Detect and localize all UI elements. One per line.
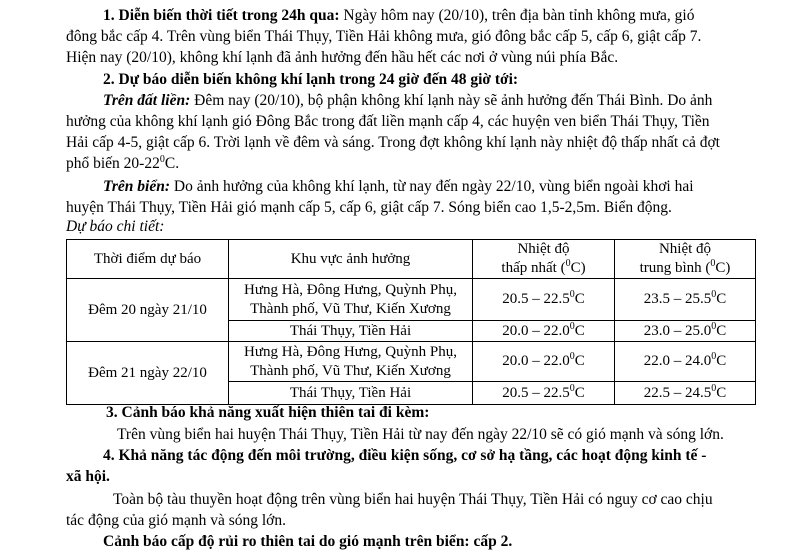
section-3-text: Trên vùng biển hai huyện Thái Thụy, Tiền Hải từ nay đến ngày 22/10 sẽ có gió mạnh và sóng lớn. xyxy=(117,426,724,443)
land-forecast-line-1 xyxy=(103,91,712,111)
section-1-first-line xyxy=(103,6,694,26)
land-forecast-label: Trên đất liền: xyxy=(103,92,191,109)
table-row xyxy=(67,342,756,382)
land-forecast-text-1: Đêm nay (20/10), bộ phận không khí lạnh này sẽ ảnh hưởng đến Thái Bình. Do ảnh xyxy=(194,92,713,109)
section-1-text-line-2: đông bắc cấp 4. Trên vùng biển Thái Thụy, Tiền Hải không mưa, gió đông bắc cấp 5, cấp 6, giật cấp 7. xyxy=(66,28,702,45)
section-4-text-line-1: Toàn bộ tàu thuyền hoạt động trên vùng biển hai huyện Thái Thụy, Tiền Hải có nguy cơ cao chịu xyxy=(113,491,713,508)
row-1-min: 20.5 – 22.5$^0$C xyxy=(473,279,615,321)
table-header-row xyxy=(67,240,756,279)
land-forecast-line-2: hưởng của không khí lạnh gió Đông Bắc trong đất liền mạnh cấp 4, các huyện ven biển Thái Thụy, Tiền xyxy=(66,113,710,130)
sea-forecast-label: Trên biển: xyxy=(103,178,171,195)
row-2-area: Thái Thụy, Tiền Hải xyxy=(229,321,473,342)
sea-forecast-line-1 xyxy=(103,177,694,197)
row-3-min: 20.0 – 22.0$^0$C xyxy=(473,342,615,382)
forecast-table xyxy=(66,239,756,405)
row-4-area: Thái Thụy, Tiền Hải xyxy=(229,382,473,405)
section-1-text-line-1: Ngày hôm nay (20/10), trên địa bàn tỉnh không mưa, gió xyxy=(343,7,695,24)
row-2-min: 20.0 – 22.0$^0$C xyxy=(473,321,615,342)
section-1-heading: 1. Diễn biến thời tiết trong 24h qua: xyxy=(103,7,340,24)
section-4-text-line-2: tác động của gió mạnh và sóng lớn. xyxy=(66,512,286,529)
detail-forecast-label: Dự báo chi tiết: xyxy=(66,218,165,235)
row-3-avg: 22.0 – 24.0$^0$C xyxy=(615,342,756,382)
risk-level-warning: Cảnh báo cấp độ rủi ro thiên tai do gió mạnh trên biển: cấp 2. xyxy=(103,533,513,550)
section-3-heading: 3. Cảnh báo khả năng xuất hiện thiên tai đi kèm: xyxy=(106,404,430,421)
header-time: Thời điểm dự báo xyxy=(67,240,229,279)
row-1-time: Đêm 20 ngày 21/10 xyxy=(67,279,229,342)
row-1-area: Hưng Hà, Đông Hưng, Quỳnh Phụ, Thành phố, Vũ Thư, Kiến Xương xyxy=(229,279,473,321)
table-row xyxy=(67,279,756,321)
row-1-avg: 23.5 – 25.5$^0$C xyxy=(615,279,756,321)
header-avg-temp: Nhiệt độ trung bình ($^0$C) xyxy=(615,240,756,279)
row-4-avg: 22.5 – 24.5$^0$C xyxy=(615,382,756,405)
land-forecast-line-3: Hải cấp 4-5, giật cấp 6. Trời lạnh về đêm và sáng. Trong đợt không khí lạnh này nhiệt độ thấp nhất cả đợt xyxy=(66,134,720,151)
row-4-min: 20.5 – 22.5$^0$C xyxy=(473,382,615,405)
row-3-time: Đêm 21 ngày 22/10 xyxy=(67,342,229,405)
section-4-heading-line-1: 4. Khả năng tác động đến môi trường, điều kiện sống, cơ sở hạ tầng, các hoạt động kinh tế - xyxy=(103,447,707,464)
row-2-avg: 23.0 – 25.0$^0$C xyxy=(615,321,756,342)
sea-forecast-line-2: huyện Thái Thụy, Tiền Hải gió mạnh cấp 5, cấp 6, giật cấp 7. Sóng biển cao 1,5-2,5m. Biển động. xyxy=(66,199,672,216)
sea-forecast-text-1: Do ảnh hưởng của không khí lạnh, từ nay đến ngày 22/10, vùng biển ngoài khơi hai xyxy=(173,178,694,195)
header-area: Khu vực ảnh hưởng xyxy=(229,240,473,279)
header-min-temp: Nhiệt độ thấp nhất ($^0$C) xyxy=(473,240,615,279)
row-3-area: Hưng Hà, Đông Hưng, Quỳnh Phụ, Thành phố, Vũ Thư, Kiến Xương xyxy=(229,342,473,382)
section-2-heading: 2. Dự báo diễn biến không khí lạnh trong 24 giờ đến 48 giờ tới: xyxy=(103,71,519,88)
section-1-text-line-3: Hiện nay (20/10), không khí lạnh đã ảnh hưởng đến hầu hết các nơi ở vùng núi phía Bắc. xyxy=(66,49,619,66)
section-4-heading-line-2: xã hội. xyxy=(66,468,110,485)
land-forecast-line-4: phổ biến $20-22^0C$. xyxy=(66,153,180,172)
